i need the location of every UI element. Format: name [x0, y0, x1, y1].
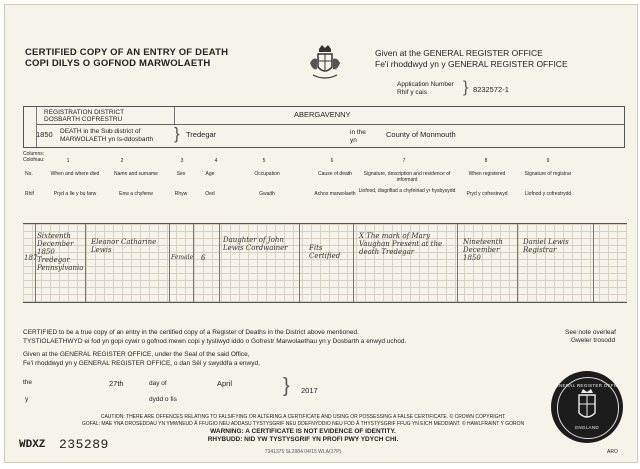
- registration-year: 1850: [36, 130, 53, 139]
- column-header: No.: [25, 171, 33, 177]
- entry-occupation: Daughter of John Lewis Cordwainer: [223, 236, 288, 252]
- column-header: Age: [205, 171, 215, 177]
- application-brace: }: [463, 79, 469, 96]
- column-header-welsh: Llofnod y cofrestrydd: [524, 191, 572, 197]
- seal-text-bottom: ENGLAND: [575, 425, 599, 430]
- day-of-welsh: dydd o fis: [149, 396, 177, 403]
- column-header-welsh: Rhyw: [174, 191, 188, 197]
- certified-welsh: TYSTIOLAETHWYD ei fod yn gopi cywir o gofnod mewn copi y tystiwyd iddo o Gofrestr Marwolaethau yn y Dosbarth a enwyd uchod.: [23, 338, 407, 345]
- certification-day: 27th: [109, 379, 124, 388]
- caution-english: CAUTION: THERE ARE OFFENCES RELATING TO FALSIFYING OR ALTERING A CERTIFICATE AND USING OR POSSESSING A FALSE CERTIFICATE. © CROWN COPYRIGHT: [100, 414, 506, 420]
- registration-box: [23, 106, 625, 148]
- office-english: Given at the GENERAL REGISTER OFFICE: [375, 48, 543, 58]
- warning-welsh: RHYBUDD: NID YW TYSTYSGRIF YN PROFI PWY YDYCH CHI.: [207, 436, 399, 443]
- column-number: 6: [330, 158, 334, 164]
- office-welsh: Fe'i rhoddwyd yn y GENERAL REGISTER OFFICE: [375, 59, 568, 69]
- certification-year: 2017: [301, 386, 318, 395]
- subdistrict-name: Tredegar: [186, 130, 217, 139]
- seal-text-top: GENERAL REGISTER OFFICE: [551, 383, 623, 388]
- column-header-welsh: Llofnod, disgrifiad a chyfeiriad yr hysbysydd: [358, 188, 456, 194]
- date-brace: }: [283, 375, 290, 397]
- application-label-english: Application Number: [397, 81, 454, 88]
- day-of-english: day of: [149, 380, 167, 387]
- serial-prefix: WDXZ: [19, 439, 46, 451]
- entry-cause: Fits Certified: [309, 244, 341, 260]
- column-header: Signature, description and residence of informant: [363, 171, 451, 183]
- column-number: 9: [546, 158, 550, 164]
- in-the-english: in the: [350, 129, 366, 136]
- entry-informant: X The mark of Mary Vaughan Present at the death Tredegar: [359, 232, 443, 256]
- the-english: the: [23, 379, 33, 386]
- subdistrict-label-english: DEATH in the Sub district of: [60, 128, 141, 135]
- given-at-english: Given at the GENERAL REGISTER OFFICE, under the Seal of the said Office,: [23, 351, 250, 358]
- death-certificate: [4, 4, 638, 463]
- district-name: ABERGAVENNY: [294, 110, 351, 119]
- application-label-welsh: Rhif y cais: [397, 89, 427, 96]
- reference-code: ARO: [607, 449, 618, 455]
- column-header: Occupation: [254, 171, 280, 177]
- column-header-welsh: Enw a chyfenw: [119, 191, 153, 197]
- column-header: When registered: [468, 171, 506, 177]
- see-note-welsh: Gweler trosodd: [571, 337, 616, 344]
- in-the-welsh: yn: [350, 137, 357, 144]
- title-english: CERTIFIED COPY OF AN ENTRY OF DEATH: [25, 47, 229, 58]
- column-header-welsh: Pryd a lle y bu farw: [53, 191, 97, 197]
- print-code: 7341375 SL2984 04/15 WLA(17P): [264, 449, 342, 455]
- see-note-english: See note overleaf: [565, 329, 616, 336]
- column-header: Signature of registrar: [524, 171, 572, 177]
- column-number: 7: [402, 158, 406, 164]
- column-header-welsh: Rhif: [25, 191, 34, 197]
- column-number: 1: [66, 158, 70, 164]
- warning-english: WARNING: A CERTIFICATE IS NOT EVIDENCE OF IDENTITY.: [210, 428, 396, 435]
- district-label-welsh: DOSBARTH COFRESTRU: [44, 116, 123, 123]
- column-header-welsh: Pryd y cofrestrwyd: [466, 191, 508, 197]
- column-header-welsh: Achos marwolaeth: [314, 191, 356, 197]
- seal-emblem-icon: [551, 371, 623, 443]
- title-welsh: COPI DILYS O GOFNOD MARWOLAETH: [25, 58, 211, 69]
- certified-english: CERTIFIED to be a true copy of an entry in the certified copy of a Register of Deaths in the District above mentioned.: [23, 329, 359, 336]
- subdistrict-label-welsh: MARWOLAETH yn Is-ddosbarth: [60, 136, 154, 143]
- entry-age: 6: [201, 254, 206, 262]
- column-header: When and where died: [50, 171, 100, 177]
- certification-month: April: [217, 379, 233, 388]
- entry-number: 187: [24, 254, 38, 262]
- the-welsh: y: [25, 396, 29, 403]
- columns-label-welsh: Colofnau:: [23, 157, 45, 163]
- column-header-welsh: Oed: [205, 191, 215, 197]
- entry-registrar: Daniel Lewis Registrar: [523, 238, 569, 254]
- column-number: 2: [120, 158, 124, 164]
- column-header: Sex: [176, 171, 186, 177]
- entry-row: [23, 223, 627, 303]
- county-name: County of Monmouth: [386, 130, 456, 139]
- column-number: 8: [484, 158, 488, 164]
- columns-label-english: Columns:: [23, 151, 45, 157]
- column-header-welsh: Gwaith: [259, 191, 275, 197]
- entry-name: Eleanor Catharine Lewis: [91, 238, 157, 254]
- column-number: 3: [180, 158, 184, 164]
- entry-sex: Female: [171, 254, 194, 261]
- caution-welsh: GOFAL: MAE YNA DROSEDDAU YN YMWNEUD Â FFUGIO NEU ADDASU TYSTYSGRIF NEU DDEFNYDDIO NEU FOD Â THYSTYSGRIF FFUG YN EICH MEDDIANT. © HAWLFRAINT Y GORON: [81, 421, 525, 427]
- column-number: 5: [262, 158, 266, 164]
- serial-number: 235289: [59, 437, 109, 452]
- register-office-seal: [551, 371, 623, 443]
- entry-when-where: Sixteenth December 1850 Tredegar Pennsylvania: [37, 232, 84, 272]
- entry-when-registered: Nineteenth December 1850: [463, 238, 503, 262]
- application-number: 8232572-1: [473, 85, 509, 94]
- column-number: 4: [214, 158, 218, 164]
- column-header: Cause of death: [318, 171, 352, 177]
- district-label-english: REGISTRATION DISTRICT: [44, 109, 125, 116]
- column-header: Name and surname: [114, 171, 158, 177]
- given-at-welsh: Fe'i rhoddwyd yn y GENERAL REGISTER OFFICE, o dan Sêl y swyddfa a enwyd,: [23, 360, 260, 367]
- subdistrict-brace: }: [174, 124, 180, 143]
- royal-crest-icon: [305, 43, 345, 83]
